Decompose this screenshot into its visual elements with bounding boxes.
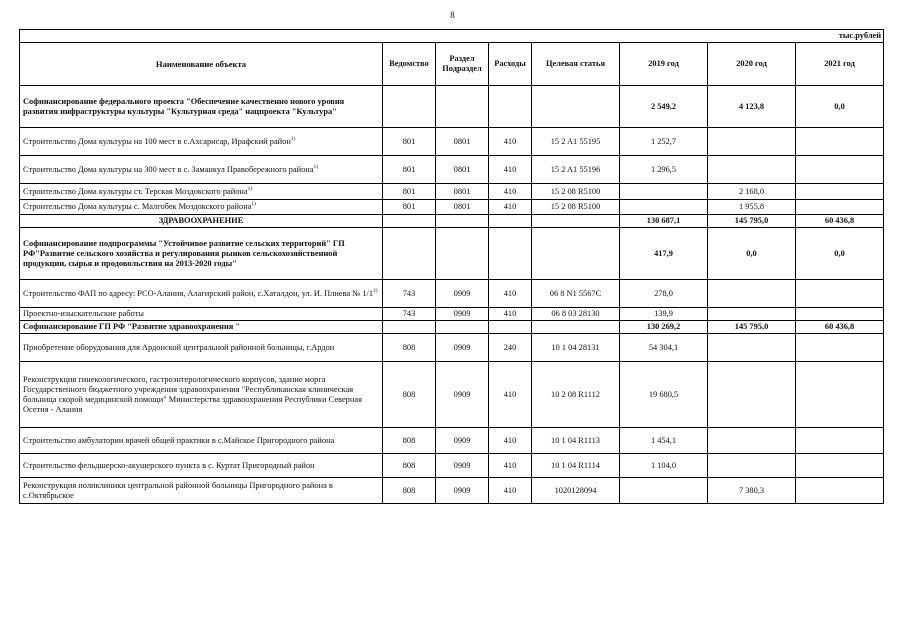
table-row xyxy=(20,200,884,215)
object-name xyxy=(20,362,383,428)
cell-section: 0801 xyxy=(436,128,489,156)
table-row xyxy=(20,215,884,228)
units-row xyxy=(20,30,884,43)
cell-y2019: 54 304,1 xyxy=(620,334,708,362)
cell-y2020 xyxy=(708,308,796,321)
cell-y2020: 0,0 xyxy=(708,228,796,280)
object-name-text: Строительство амбулатории врачей общей практики в с.Майское Пригородного района xyxy=(23,435,335,445)
header-expenses: Расходы xyxy=(489,43,532,86)
cell-section: 0801 xyxy=(436,200,489,215)
table-row xyxy=(20,321,884,334)
table-row xyxy=(20,478,884,504)
cell-y2021 xyxy=(796,128,884,156)
cell-y2021: 0,0 xyxy=(796,228,884,280)
cell-y2019: 1 454,1 xyxy=(620,428,708,454)
object-name-text: Софинансирование подпрограммы "Устойчивое развитие сельских территорий" ГП РФ"Развитие сельского хозяйства и регулирования рынков сельскохозяйственной продукции, сырья и продовольствия на 2013-2020 годы" xyxy=(23,238,345,268)
object-name-text: Приобретение оборудования для Ардонской центральной районной больницы, г.Ардон xyxy=(23,342,335,352)
object-name xyxy=(20,228,383,280)
cell-target: 15 2 08 R5100 xyxy=(532,200,620,215)
cell-ministry: 808 xyxy=(383,428,436,454)
cell-target: 06 8 03 28130 xyxy=(532,308,620,321)
cell-y2019: 1 296,5 xyxy=(620,156,708,184)
cell-y2019: 2 549,2 xyxy=(620,86,708,128)
cell-section xyxy=(436,228,489,280)
object-name-text: Реконструкция гинекологического, гастроэнтерологического корпусов, здание морга Государственного бюджетного учреждения здравоохранения "Республиканская клиническая больница скорой медицинской помощи" Министерства здравоохранения Республики Северная Осетия - Алания xyxy=(23,374,362,414)
cell-y2021 xyxy=(796,200,884,215)
cell-y2019: 1 252,7 xyxy=(620,128,708,156)
table-row xyxy=(20,334,884,362)
cell-y2021 xyxy=(796,428,884,454)
object-name xyxy=(20,200,383,215)
cell-y2020: 145 795,0 xyxy=(708,215,796,228)
header-2020: 2020 год xyxy=(708,43,796,86)
cell-ministry: 801 xyxy=(383,128,436,156)
cell-expenses xyxy=(489,86,532,128)
table-row xyxy=(20,184,884,200)
table-row xyxy=(20,428,884,454)
cell-y2019 xyxy=(620,200,708,215)
object-name-text: Реконструкция поликлиники центральной районной больницы Пригородного района в с.Октябрьское xyxy=(23,480,333,500)
cell-y2019: 19 680,5 xyxy=(620,362,708,428)
header-target: Целевая статья xyxy=(532,43,620,86)
cell-ministry xyxy=(383,86,436,128)
cell-ministry: 801 xyxy=(383,184,436,200)
cell-y2021 xyxy=(796,184,884,200)
object-name xyxy=(20,128,383,156)
budget-table xyxy=(19,29,884,504)
cell-section xyxy=(436,86,489,128)
cell-section: 0801 xyxy=(436,184,489,200)
cell-section: 0909 xyxy=(436,334,489,362)
cell-target xyxy=(532,86,620,128)
cell-ministry xyxy=(383,228,436,280)
footnote-ref: 1) xyxy=(251,201,256,208)
cell-y2020 xyxy=(708,428,796,454)
cell-target xyxy=(532,215,620,228)
cell-y2020: 1 955,8 xyxy=(708,200,796,215)
cell-expenses: 410 xyxy=(489,478,532,504)
cell-target: 10 2 08 R1112 xyxy=(532,362,620,428)
header-2019: 2019 год xyxy=(620,43,708,86)
footnote-ref: 1) xyxy=(290,135,296,142)
cell-expenses xyxy=(489,228,532,280)
cell-y2019: 139,9 xyxy=(620,308,708,321)
cell-y2021: 60 436,8 xyxy=(796,215,884,228)
cell-y2020 xyxy=(708,334,796,362)
cell-ministry: 801 xyxy=(383,200,436,215)
cell-ministry: 743 xyxy=(383,308,436,321)
cell-y2019 xyxy=(620,478,708,504)
cell-ministry: 801 xyxy=(383,156,436,184)
cell-target: 10 1 04 28131 xyxy=(532,334,620,362)
cell-section: 0909 xyxy=(436,280,489,308)
cell-ministry: 808 xyxy=(383,334,436,362)
cell-target: 10 1 04 R1114 xyxy=(532,454,620,478)
cell-expenses: 410 xyxy=(489,308,532,321)
footnote-ref: 2) xyxy=(373,287,378,294)
cell-y2019 xyxy=(620,184,708,200)
footnote-ref: 1) xyxy=(313,163,319,170)
object-name xyxy=(20,156,383,184)
object-name xyxy=(20,215,383,228)
cell-expenses: 410 xyxy=(489,128,532,156)
page-number: 8 xyxy=(450,10,455,20)
cell-ministry: 808 xyxy=(383,362,436,428)
object-name xyxy=(20,86,383,128)
cell-y2020: 4 123,8 xyxy=(708,86,796,128)
cell-section xyxy=(436,215,489,228)
cell-y2020 xyxy=(708,454,796,478)
object-name-text: Строительство Дома культуры ст. Терская Моздокского района xyxy=(23,186,248,196)
object-name-text: Строительство ФАП по адресу: РСО-Алания, Алагирский район, с.Хаталдон, ул. И. Плиева № 1/1 xyxy=(23,288,374,298)
cell-y2021 xyxy=(796,308,884,321)
header-ministry: Ведомство xyxy=(383,43,436,86)
cell-section xyxy=(436,321,489,334)
object-name-text: Строительство Дома культуры с. Малгобек Моздокского района xyxy=(23,202,252,212)
object-name xyxy=(20,280,383,308)
cell-y2019: 417,9 xyxy=(620,228,708,280)
footnote-ref: 1) xyxy=(247,185,253,192)
cell-section: 0909 xyxy=(436,478,489,504)
object-name xyxy=(20,321,383,334)
cell-expenses: 410 xyxy=(489,184,532,200)
cell-section: 0909 xyxy=(436,362,489,428)
cell-y2021 xyxy=(796,156,884,184)
object-name xyxy=(20,478,383,504)
cell-y2021: 0,0 xyxy=(796,86,884,128)
object-name xyxy=(20,454,383,478)
cell-y2019: 130 687,1 xyxy=(620,215,708,228)
cell-ministry xyxy=(383,215,436,228)
cell-ministry: 808 xyxy=(383,454,436,478)
cell-section: 0801 xyxy=(436,156,489,184)
cell-section: 0909 xyxy=(436,454,489,478)
table-row xyxy=(20,156,884,184)
object-name xyxy=(20,428,383,454)
cell-y2020: 145 795,0 xyxy=(708,321,796,334)
cell-section: 0909 xyxy=(436,428,489,454)
object-name-text: Строительство Дома культуры на 300 мест в с. Заманкул Правобережного района xyxy=(23,164,314,174)
cell-y2020: 7 380,3 xyxy=(708,478,796,504)
table-row xyxy=(20,86,884,128)
cell-expenses: 410 xyxy=(489,454,532,478)
cell-expenses: 410 xyxy=(489,200,532,215)
cell-expenses: 410 xyxy=(489,362,532,428)
header-name: Наименование объекта xyxy=(20,43,383,86)
header-section: Раздел Подраздел xyxy=(436,43,489,86)
cell-expenses: 410 xyxy=(489,156,532,184)
cell-expenses xyxy=(489,321,532,334)
cell-y2020 xyxy=(708,128,796,156)
cell-section: 0909 xyxy=(436,308,489,321)
table-row xyxy=(20,128,884,156)
table-row xyxy=(20,280,884,308)
table-row xyxy=(20,228,884,280)
cell-y2021 xyxy=(796,454,884,478)
cell-y2021 xyxy=(796,334,884,362)
cell-target xyxy=(532,321,620,334)
cell-y2021 xyxy=(796,478,884,504)
cell-y2021 xyxy=(796,280,884,308)
object-name-text: Строительство фельдшерско-акушерского пункта в с. Куртат Пригородный район xyxy=(23,460,315,470)
cell-target: 06 8 N1 5567C xyxy=(532,280,620,308)
cell-expenses: 240 xyxy=(489,334,532,362)
cell-target: 15 2 A1 55196 xyxy=(532,156,620,184)
object-name-text: ЗДРАВООХРАНЕНИЕ xyxy=(158,216,244,226)
cell-ministry xyxy=(383,321,436,334)
object-name xyxy=(20,308,383,321)
object-name xyxy=(20,334,383,362)
cell-y2021 xyxy=(796,362,884,428)
cell-y2019: 130 269,2 xyxy=(620,321,708,334)
cell-target: 15 2 A1 55195 xyxy=(532,128,620,156)
cell-y2020: 2 168,0 xyxy=(708,184,796,200)
object-name-text: Софинансирование федерального проекта "Обеспечение качественно нового уровня развития инфраструктуры культуры "Культурная среда" нацпроекта "Культура" xyxy=(23,96,345,116)
cell-target xyxy=(532,228,620,280)
cell-ministry: 808 xyxy=(383,478,436,504)
object-name-text: Строительство Дома культуры на 100 мест в с.Ахсарисар, Ирафский район xyxy=(23,136,291,146)
header-row xyxy=(20,43,884,86)
cell-target: 1020128094 xyxy=(532,478,620,504)
cell-ministry: 743 xyxy=(383,280,436,308)
cell-y2020 xyxy=(708,280,796,308)
header-2021: 2021 год xyxy=(796,43,884,86)
table-row xyxy=(20,454,884,478)
cell-expenses: 410 xyxy=(489,280,532,308)
cell-y2020 xyxy=(708,362,796,428)
table-row xyxy=(20,308,884,321)
table-row xyxy=(20,362,884,428)
cell-target: 15 2 08 R5100 xyxy=(532,184,620,200)
object-name-text: Проектно-изыскательские работы xyxy=(23,309,144,319)
cell-y2021: 60 436,8 xyxy=(796,321,884,334)
units-label: тыс.рублей xyxy=(20,30,884,43)
cell-y2019: 1 104,0 xyxy=(620,454,708,478)
cell-y2020 xyxy=(708,156,796,184)
object-name xyxy=(20,184,383,200)
object-name-text: Софинансирование ГП РФ "Развитие здравоохранения " xyxy=(23,322,241,332)
cell-y2019: 278,0 xyxy=(620,280,708,308)
cell-target: 10 1 04 R1113 xyxy=(532,428,620,454)
cell-expenses: 410 xyxy=(489,428,532,454)
cell-expenses xyxy=(489,215,532,228)
